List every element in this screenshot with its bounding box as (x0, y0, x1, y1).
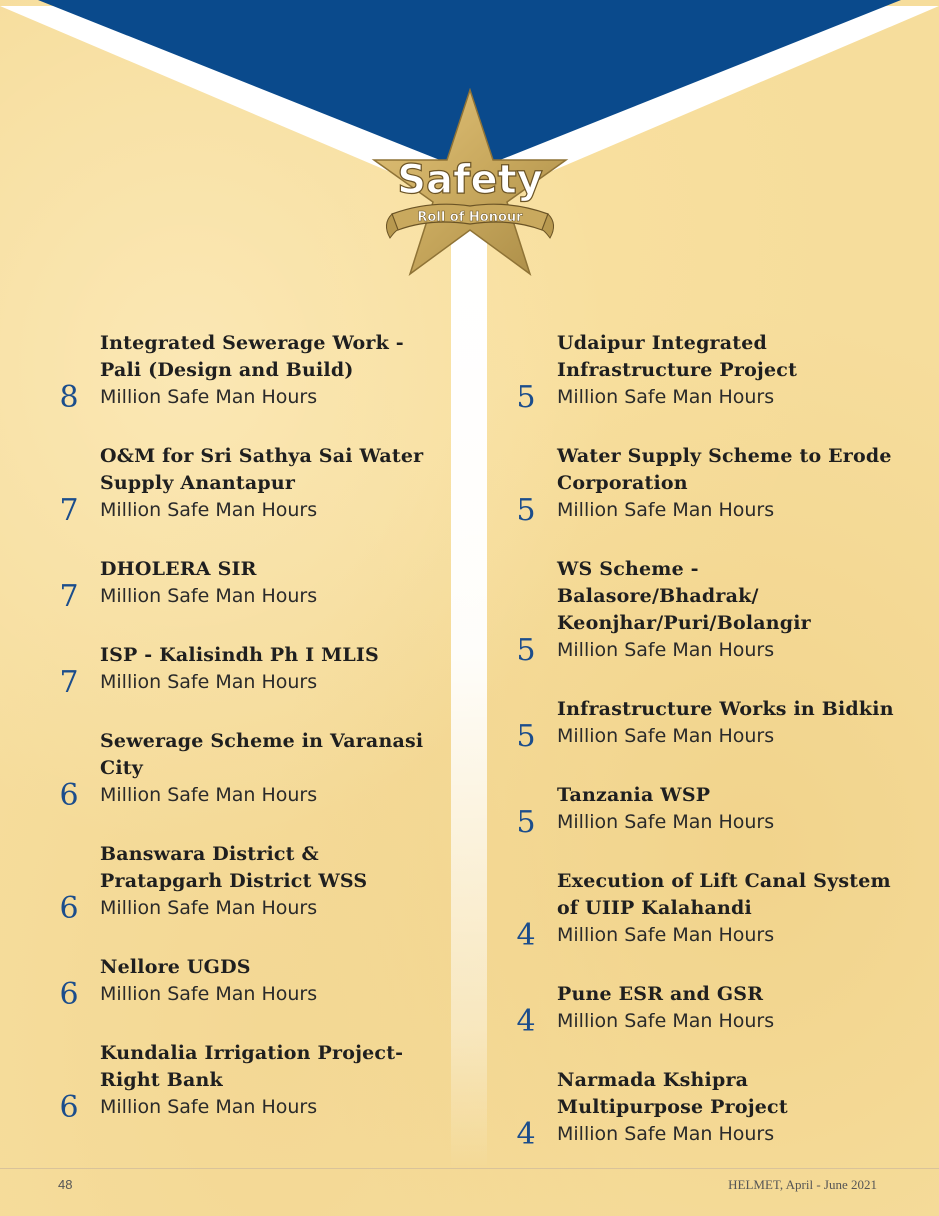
list-item (511, 868, 901, 953)
project-title: Infrastructure Works in Bidkin (557, 698, 894, 720)
unit-label: Million Safe Man Hours (100, 499, 318, 521)
safe-hours-number: 5 (516, 805, 536, 840)
safe-hours-number: 4 (516, 1004, 536, 1039)
unit-label: Million Safe Man Hours (557, 386, 775, 408)
unit-label: Million Safe Man Hours (557, 499, 775, 521)
unit-label: Million Safe Man Hours (100, 1096, 318, 1118)
left-column (54, 330, 434, 1125)
unit-label: Million Safe Man Hours (557, 924, 775, 946)
logo-ribbon-text: Roll of Honour (417, 210, 523, 225)
unit-label: Million Safe Man Hours (557, 639, 775, 661)
project-title: Udaipur Integrated Infrastructure Project (557, 332, 798, 381)
list-item (511, 1067, 901, 1152)
project-title: Kundalia Irrigation Project-Right Bank (100, 1042, 404, 1091)
list-item (511, 556, 901, 668)
list-item (54, 642, 434, 700)
unit-label: Million Safe Man Hours (100, 585, 318, 607)
safe-hours-number: 7 (59, 665, 79, 700)
list-item (54, 841, 434, 926)
unit-label: Million Safe Man Hours (100, 897, 318, 919)
list-item (511, 981, 901, 1039)
list-item (511, 696, 901, 754)
project-title: Water Supply Scheme to Erode Corporation (557, 445, 892, 494)
footer-divider (0, 1168, 939, 1169)
unit-label: Million Safe Man Hours (100, 386, 318, 408)
project-title: Integrated Sewerage Work - Pali (Design and Build) (100, 332, 404, 381)
unit-label: Million Safe Man Hours (100, 784, 318, 806)
project-title: Banswara District & Pratapgarh District WSS (100, 843, 368, 892)
page-number: 48 (58, 1177, 73, 1192)
list-item (54, 330, 434, 415)
unit-label: Million Safe Man Hours (557, 811, 775, 833)
list-item (54, 728, 434, 813)
safe-hours-number: 8 (59, 380, 79, 415)
safe-hours-number: 6 (59, 891, 79, 926)
safe-hours-number: 6 (59, 977, 79, 1012)
publication-line: HELMET, April - June 2021 (728, 1177, 877, 1192)
light-beam (451, 230, 487, 1170)
unit-label: Million Safe Man Hours (100, 671, 318, 693)
safe-hours-number: 7 (59, 579, 79, 614)
project-title: Pune ESR and GSR (557, 983, 764, 1005)
safe-hours-number: 6 (59, 1090, 79, 1125)
list-item (54, 556, 434, 614)
list-item (511, 330, 901, 415)
safe-hours-number: 5 (516, 493, 536, 528)
right-column (511, 330, 901, 1152)
project-title: O&M for Sri Sathya Sai Water Supply Anantapur (100, 445, 424, 494)
unit-label: Million Safe Man Hours (557, 725, 775, 747)
safe-hours-number: 4 (516, 1117, 536, 1152)
unit-label: Million Safe Man Hours (557, 1123, 775, 1145)
list-item (54, 443, 434, 528)
safe-hours-number: 6 (59, 778, 79, 813)
project-title: Tanzania WSP (557, 784, 711, 806)
project-title: Narmada Kshipra Multipurpose Project (557, 1069, 788, 1118)
list-item (54, 954, 434, 1012)
safety-roll-of-honour-logo (370, 88, 570, 283)
project-title: Nellore UGDS (100, 956, 251, 978)
safe-hours-number: 4 (516, 918, 536, 953)
list-item (54, 1040, 434, 1125)
project-title: DHOLERA SIR (100, 558, 257, 580)
safe-hours-number: 5 (516, 380, 536, 415)
unit-label: Million Safe Man Hours (557, 1010, 775, 1032)
project-title: Sewerage Scheme in Varanasi City (100, 730, 424, 779)
list-item (511, 443, 901, 528)
project-title: ISP - Kalisindh Ph I MLIS (100, 644, 379, 666)
unit-label: Million Safe Man Hours (100, 983, 318, 1005)
project-title: WS Scheme - Balasore/Bhadrak/ Keonjhar/Puri/Bolangir (557, 558, 811, 634)
safe-hours-number: 7 (59, 493, 79, 528)
list-item (511, 782, 901, 840)
logo-word: Safety (397, 157, 543, 203)
project-title: Execution of Lift Canal System of UIIP Kalahandi (557, 870, 891, 919)
safe-hours-number: 5 (516, 633, 536, 668)
safe-hours-number: 5 (516, 719, 536, 754)
